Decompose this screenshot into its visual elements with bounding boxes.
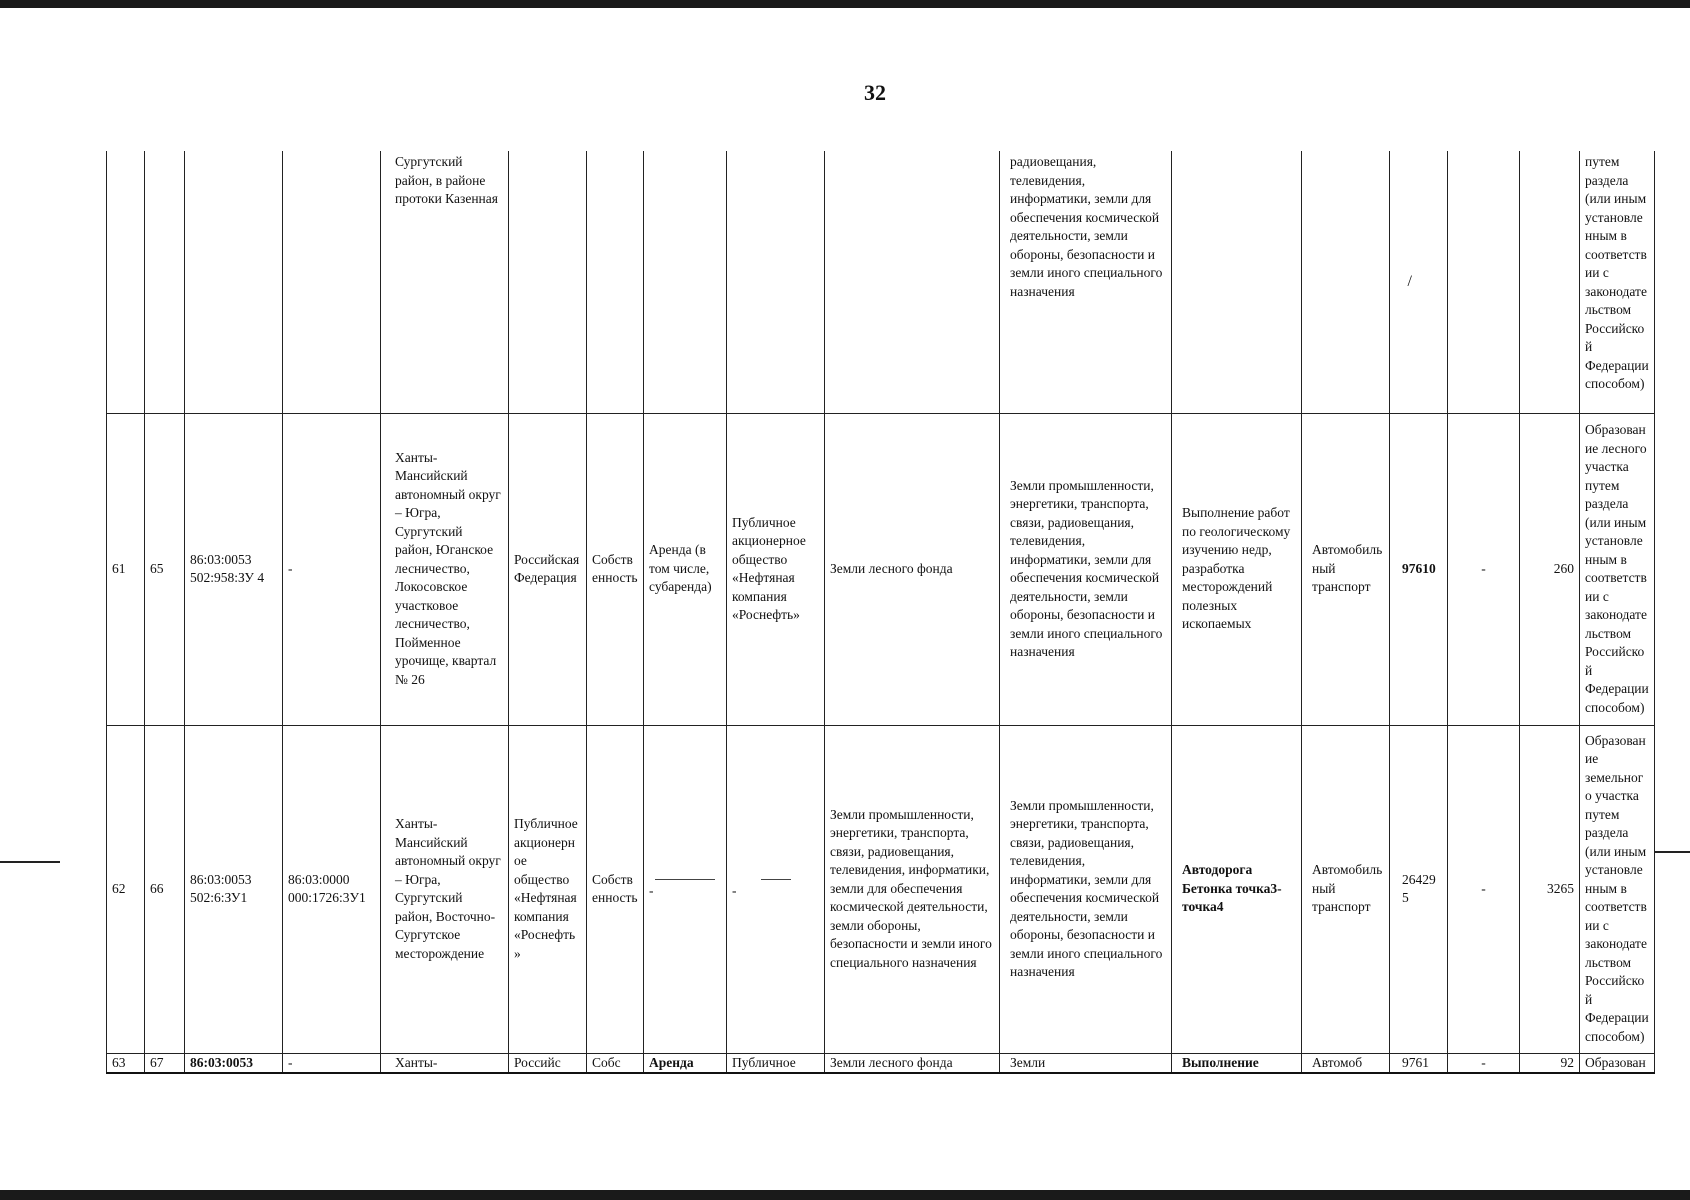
table-row — [107, 151, 1655, 413]
col16-cell: 92 — [1520, 1053, 1580, 1073]
pen-mark: / — [1407, 272, 1412, 290]
location-cell: Ханты- — [381, 1053, 509, 1073]
holder-cell: Публичное — [727, 1053, 825, 1073]
holder-cell — [727, 725, 825, 1053]
category-before-cell: Земли промышленности, энергетики, транспорта, связи, радиовещания, телевидения, информатики, земли для обеспечения космической деятельности, земли обороны, безопасности и земли иного специального назначения — [825, 725, 1000, 1053]
scan-dash-mark — [655, 879, 715, 880]
purpose-cell: Выполнение работ по геологическому изучению недр, разработка месторождений полезных ископаемых — [1172, 413, 1302, 725]
right-type-cell — [587, 151, 644, 413]
table-row — [107, 413, 1655, 725]
cadastral-number-cell: 86:03:0053 502:6:ЗУ1 — [185, 725, 283, 1053]
land-plots-table — [106, 151, 1655, 1074]
col15-cell — [1448, 151, 1520, 413]
table-row — [107, 725, 1655, 1053]
location-cell: Сургутский район, в районе протоки Казенная — [381, 151, 509, 413]
scan-bottom-border — [0, 1190, 1690, 1200]
area-cell: 9761 — [1390, 1053, 1448, 1073]
category-after-cell: Земли промышленности, энергетики, транспорта, связи, радиовещания, телевидения, информатики, земли для обеспечения космической деятельности, земли обороны, безопасности и земли иного специального назначения — [1000, 725, 1172, 1053]
right-type-cell: Собс — [587, 1053, 644, 1073]
encumbrance-cell — [644, 151, 727, 413]
method-cell: Образование земельного участка путем раздела (или иным установленным в соответствии с законодательством Российской Федерации способом) — [1580, 725, 1655, 1053]
purpose-cell — [1172, 151, 1302, 413]
row-number-cell: 61 — [107, 413, 145, 725]
source-cadastral-cell: 86:03:0000 000:1726:3У1 — [283, 725, 381, 1053]
area-cell: 264295 — [1390, 725, 1448, 1053]
owner-cell: Российс — [509, 1053, 587, 1073]
col16-cell: 3265 — [1520, 725, 1580, 1053]
scan-mark-right — [1655, 851, 1690, 853]
location-cell: Ханты-Мансийский автономный округ – Югра, Сургутский район, Восточно-Сургутское месторождение — [381, 725, 509, 1053]
category-after-cell: Земли — [1000, 1053, 1172, 1073]
category-before-cell: Земли лесного фонда — [825, 1053, 1000, 1073]
col15-cell: - — [1448, 725, 1520, 1053]
category-after-cell: радиовещания, телевидения, информатики, земли для обеспечения космической деятельности, земли обороны, безопасности и земли иного специального назначения — [1000, 151, 1172, 413]
cadastral-number-cell: 86:03:0053 — [185, 1053, 283, 1073]
method-cell: путем раздела (или иным установленным в соответствии с законодательством Российской Федерации способом) — [1580, 151, 1655, 413]
col15-cell: - — [1448, 413, 1520, 725]
encumbrance-cell — [644, 725, 727, 1053]
row-number-cell: 62 — [107, 725, 145, 1053]
method-cell: Образование лесного участка путем раздела (или иным установленным в соответствии с законодательством Российской Федерации способом) — [1580, 413, 1655, 725]
owner-cell: Публичное акционерное общество «Нефтяная компания «Роснефть» — [509, 725, 587, 1053]
encumbrance-value: - — [649, 883, 654, 899]
row-number-cell — [107, 151, 145, 413]
method-cell: Образован — [1580, 1053, 1655, 1073]
row-number-cell: 63 — [107, 1053, 145, 1073]
cadastral-number-cell — [185, 151, 283, 413]
purpose-cell: Выполнение — [1172, 1053, 1302, 1073]
object-type-cell: Автомоб — [1302, 1053, 1390, 1073]
category-before-cell: Земли лесного фонда — [825, 413, 1000, 725]
scan-dash-mark — [761, 879, 791, 880]
page-number: 32 — [864, 80, 886, 105]
holder-cell — [727, 151, 825, 413]
item-number-cell: 65 — [145, 413, 185, 725]
object-type-cell: Автомобильный транспорт — [1302, 413, 1390, 725]
item-number-cell: 67 — [145, 1053, 185, 1073]
source-cadastral-cell: - — [283, 1053, 381, 1073]
holder-value: - — [732, 883, 737, 899]
table-row — [107, 1053, 1655, 1073]
area-cell — [1390, 151, 1448, 413]
category-before-cell — [825, 151, 1000, 413]
object-type-cell — [1302, 151, 1390, 413]
holder-cell: Публичное акционерное общество «Нефтяная компания «Роснефть» — [727, 413, 825, 725]
area-cell: 97610 — [1390, 413, 1448, 725]
scan-mark-left — [0, 861, 60, 863]
col16-cell — [1520, 151, 1580, 413]
encumbrance-cell: Аренда — [644, 1053, 727, 1073]
location-cell: Ханты-Мансийский автономный округ – Югра, Сургутский район, Юганское лесничество, Локосовское участковое лесничество, Пойменное урочище, квартал № 26 — [381, 413, 509, 725]
category-after-cell: Земли промышленности, энергетики, транспорта, связи, радиовещания, телевидения, информатики, земли для обеспечения космической деятельности, земли обороны, безопасности и земли иного специального назначения — [1000, 413, 1172, 725]
purpose-cell: Автодорога Бетонка точка3-точка4 — [1172, 725, 1302, 1053]
right-type-cell: Собственность — [587, 413, 644, 725]
col16-cell: 260 — [1520, 413, 1580, 725]
owner-cell — [509, 151, 587, 413]
source-cadastral-cell — [283, 151, 381, 413]
right-type-cell: Собственность — [587, 725, 644, 1053]
item-number-cell: 66 — [145, 725, 185, 1053]
item-number-cell — [145, 151, 185, 413]
owner-cell: Российская Федерация — [509, 413, 587, 725]
source-cadastral-cell: - — [283, 413, 381, 725]
scan-top-border — [0, 0, 1690, 8]
col15-cell: - — [1448, 1053, 1520, 1073]
encumbrance-cell: Аренда (в том числе, субаренда) — [644, 413, 727, 725]
object-type-cell: Автомобильный транспорт — [1302, 725, 1390, 1053]
cadastral-number-cell: 86:03:0053 502:958:ЗУ 4 — [185, 413, 283, 725]
